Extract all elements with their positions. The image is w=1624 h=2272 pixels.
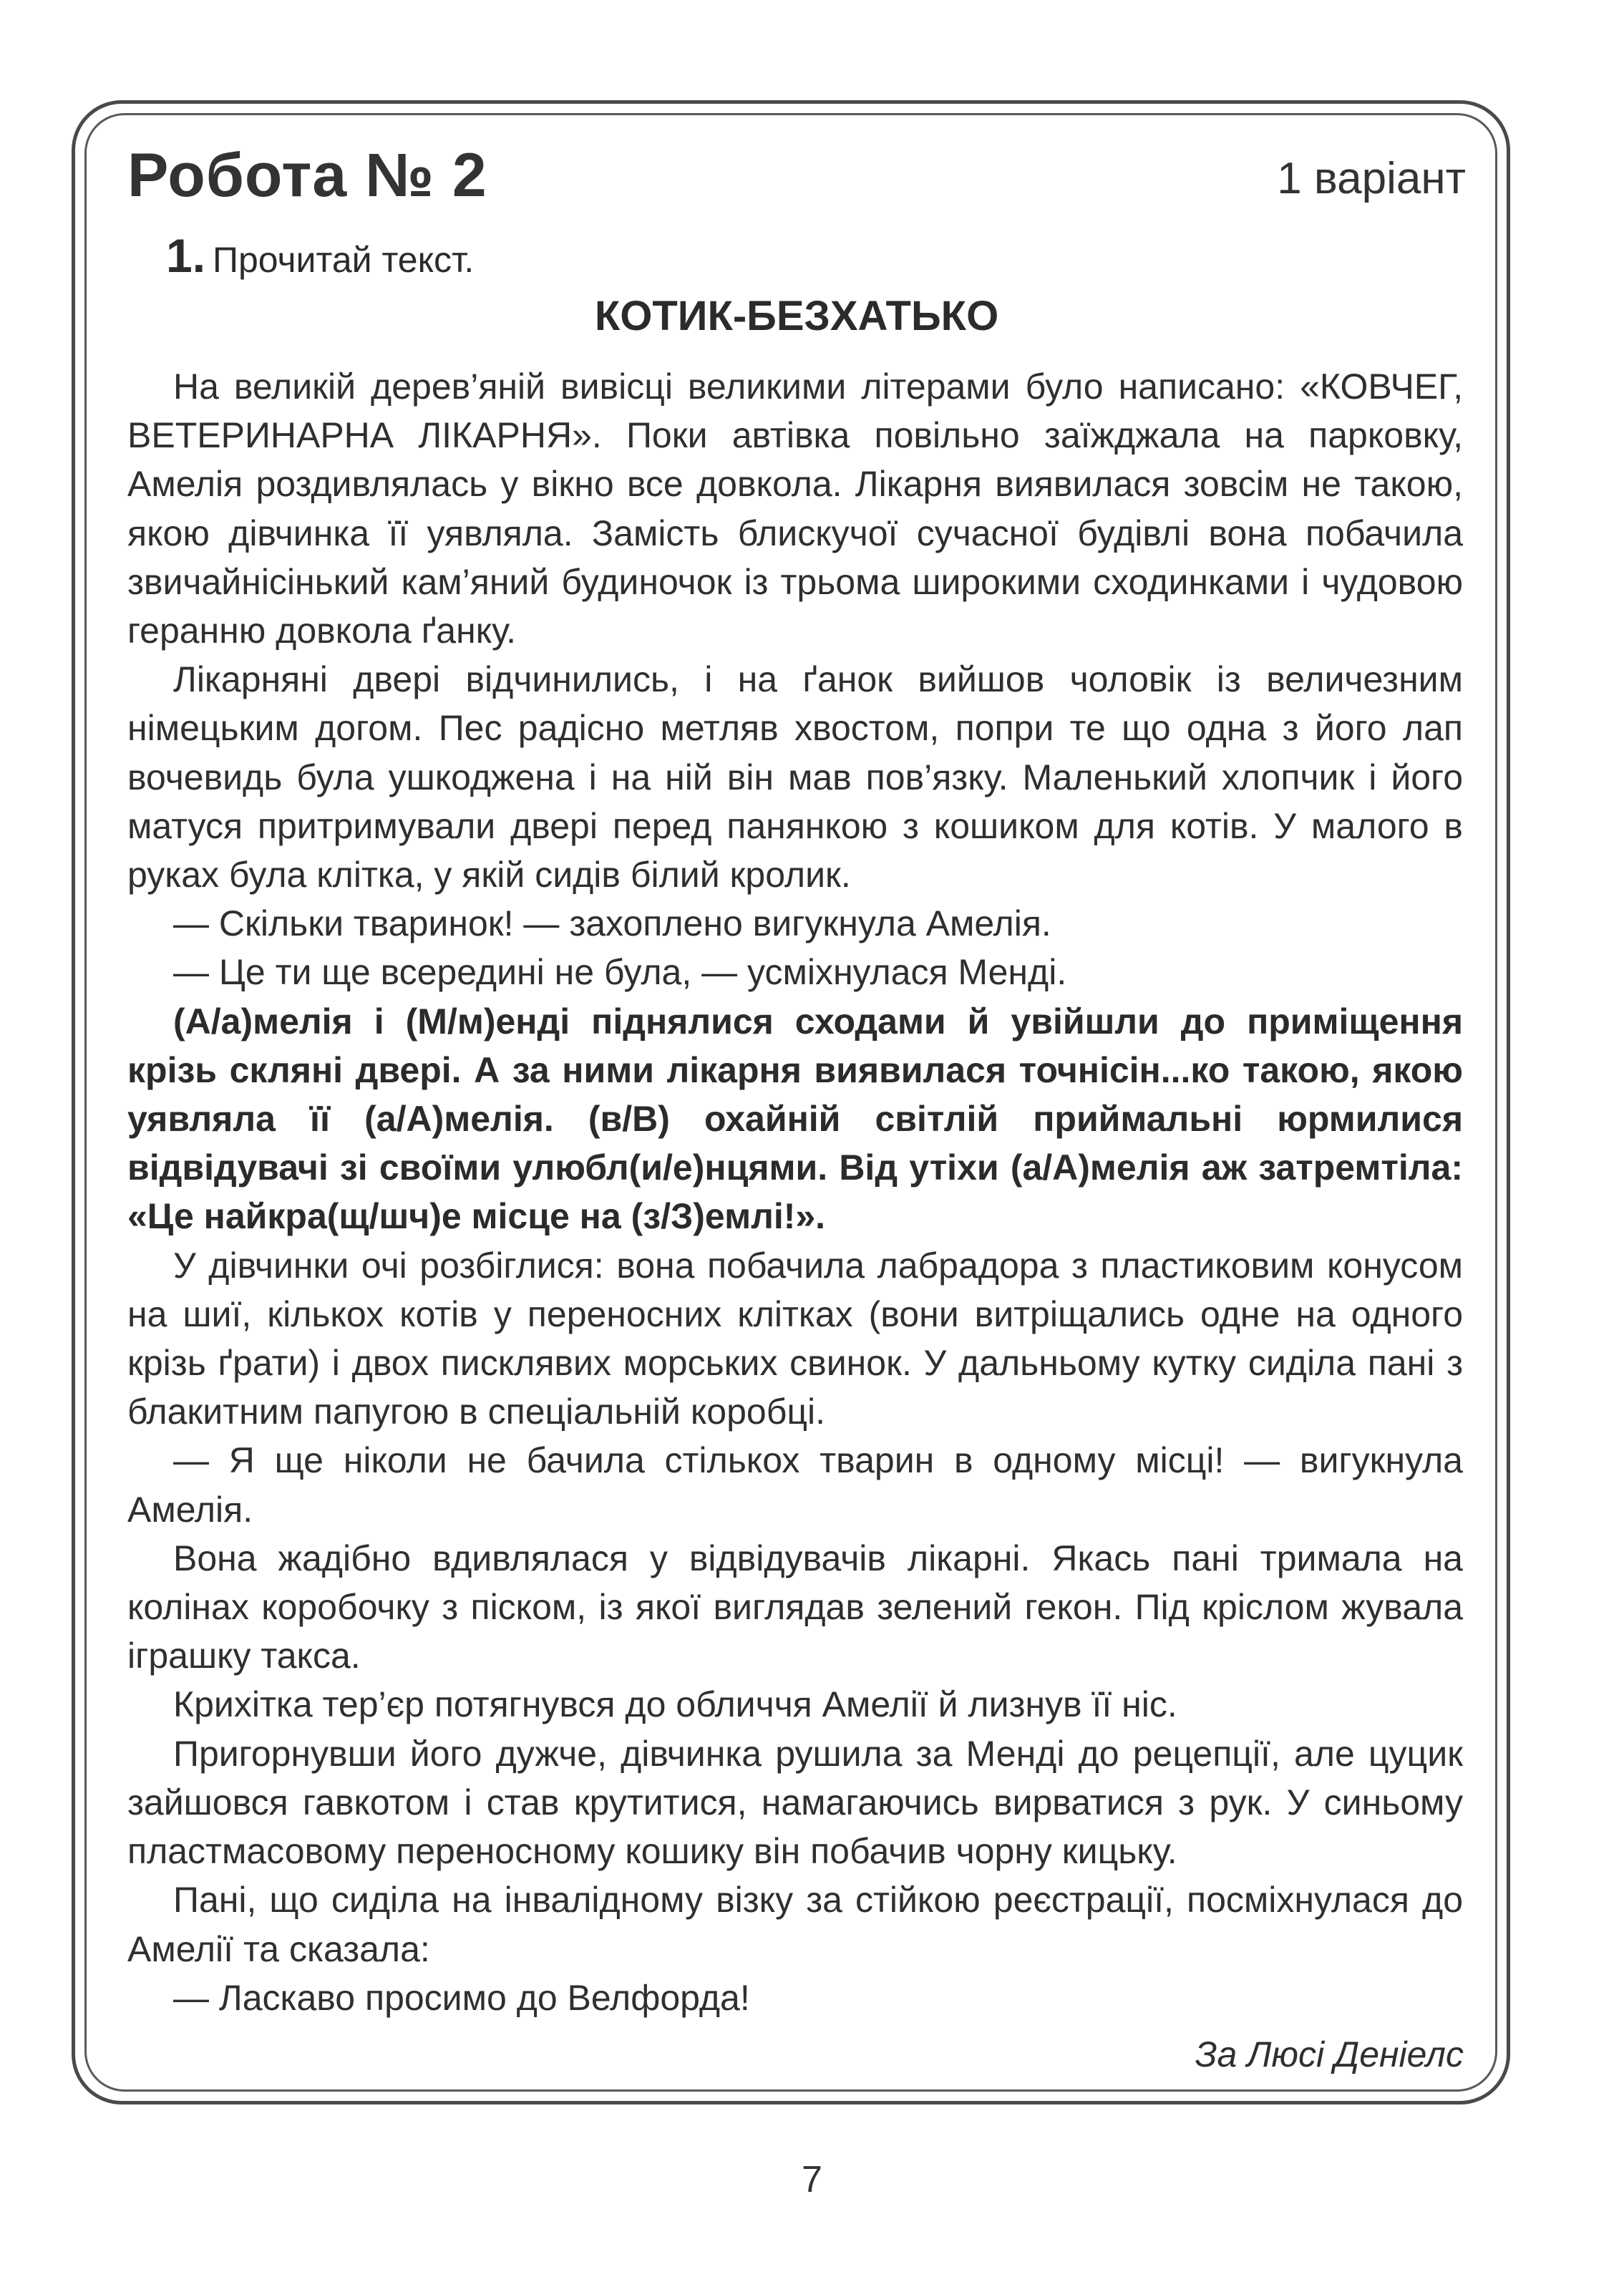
paragraph: Вона жадібно вдивлялася у відвідувачів лікарні. Якась пані тримала на колінах коробочку з піском, із якої виглядав зелений гекон. Під кріслом жувала іграшку такса. (127, 1538, 1463, 1676)
page-number: 7 (802, 2159, 822, 2200)
story-text (127, 362, 1463, 2022)
work-title: Робота № 2 (127, 141, 487, 210)
paragraph: На великій дерев’яній вивісці великими літерами було написано: «КОВЧЕГ, ВЕТЕРИНАРНА ЛІКАРНЯ». Поки автівка повільно заїжджала на парковку, Амелія роздивлялась у вікно все довкола. Лікарня виявилася зовсім не такою, якою дівчинка її уявляла. Замість блискучої сучасної будівлі вона побачила звичайнісінький кам’яний будиночок із трьома широкими сходинками і чудовою геранню довкола ґанку. (127, 366, 1463, 651)
paragraph: У дівчинки очі розбіглися: вона побачила лабрадора з пластиковим конусом на шиї, кількох котів у переносних клітках (вони витріщались одне на одного крізь ґрати) і двох писклявих морських свинок. У дальньому кутку сиділа пані з блакитним папугою в спеціальній коробці. (127, 1245, 1463, 1432)
paragraph: — Це ти ще всередині не була, — усміхнулася Менді. (173, 952, 1067, 993)
task-text: Прочитай текст. (213, 240, 475, 280)
author-credit: За Люсі Деніелс (1195, 2034, 1464, 2074)
paragraph: Пригорнувши його дужче, дівчинка рушила за Менді до рецепції, але цуцик зайшовся гавкотом і став крутитися, намагаючись вирватися з рук. У синьому пластмасовому переносному кошику він побачив чорну кицьку. (127, 1733, 1463, 1872)
paragraph: Пані, що сиділа на інвалідному візку за стійкою реєстрації, посміхнулася до Амелії та сказала: (127, 1880, 1463, 1969)
paragraph: — Скільки тваринок! — захоплено вигукнула Амелія. (173, 903, 1051, 944)
story-title: КОТИК-БЕЗХАТЬКО (594, 293, 999, 339)
paragraph: — Я ще ніколи не бачила стількох тварин в одному місці! — вигукнула Амелія. (127, 1440, 1463, 1530)
task-instruction (166, 230, 474, 285)
variant-label: 1 варіант (1277, 154, 1466, 203)
exercise-paragraph: (А/а)мелія і (М/м)енді піднялися сходами й увійшли до приміщення крізь скляні двері. А за ними лікарня виявилася точнісін...ко такою, якою уявляла її (а/А)мелія. (в/В) охайній світлій приймальні юрмилися відвідувачі зі своїми улюбл(и/е)нцями. Від утіхи (а/А)мелія аж затремтіла: «Це найкра(щ/шч)е місце на (з/З)емлі!». (127, 1001, 1463, 1237)
task-number: 1. (166, 229, 206, 282)
paragraph: Лікарняні двері відчинились, і на ґанок вийшов чоловік із величезним німецьким догом. Пес радісно метляв хвостом, попри те що одна з його лап вочевидь була ушкоджена і на ній він мав пов’язку. Маленький хлопчик і його матуся притримували двері перед панянкою з кошиком для котів. У малого в руках була клітка, у якій сидів білий кролик. (127, 659, 1463, 895)
paragraph: Крихітка тер’єр потягнувся до обличчя Амелії й лизнув її ніс. (173, 1684, 1177, 1725)
paragraph: — Ласкаво просимо до Велфорда! (173, 1977, 750, 2018)
header (127, 136, 1466, 222)
